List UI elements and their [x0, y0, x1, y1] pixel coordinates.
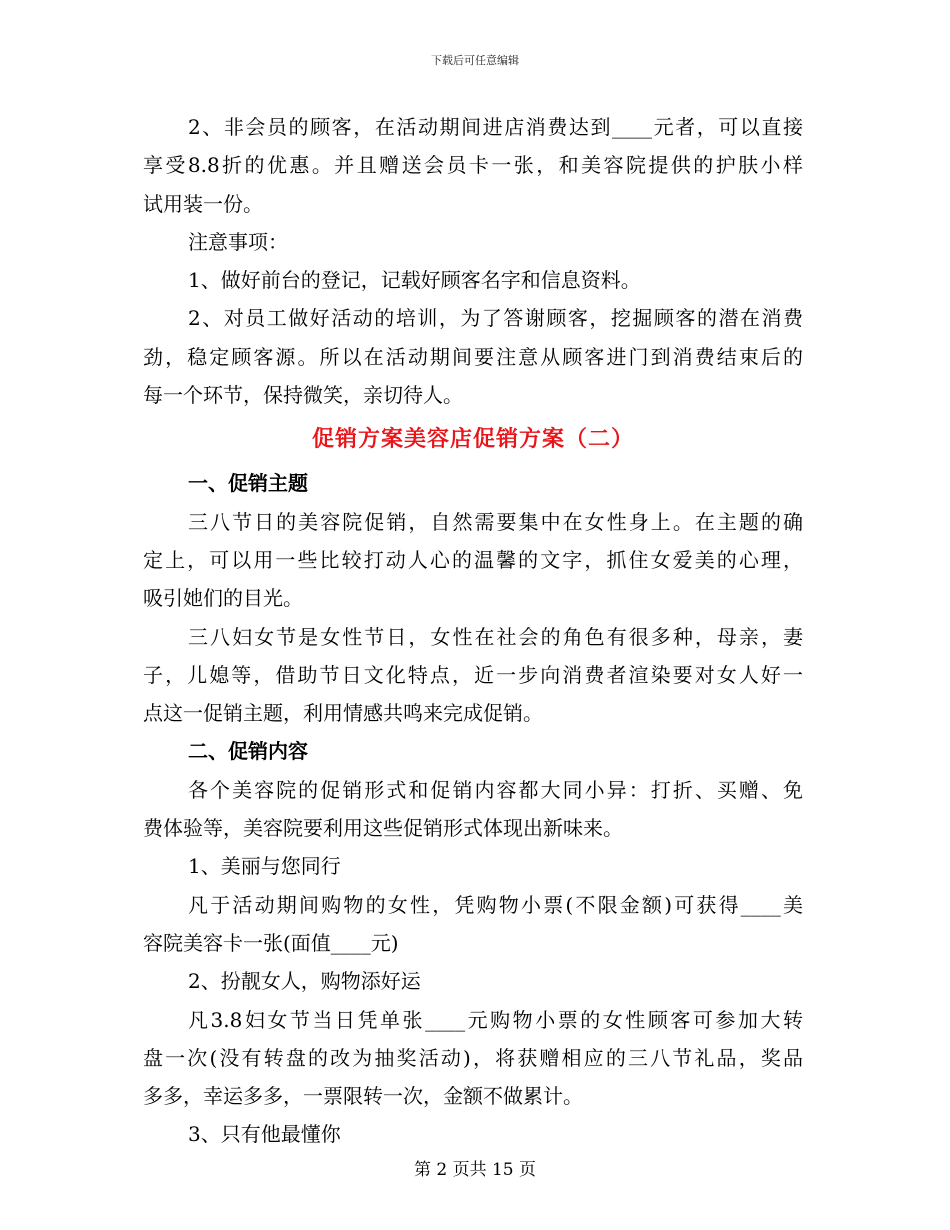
section-title: 促销方案美容店促销方案（二）: [311, 426, 634, 453]
paragraph-line: 点这一促销主题，利用情感共鸣来完成促销。: [143, 701, 543, 726]
paragraph-line: 试用装一份。: [143, 191, 263, 216]
paragraph-line: 多多，幸运多多，一票限转一次，金额不做累计。: [143, 1084, 583, 1109]
paragraph-line: 容院美容卡一张(面值____元): [143, 930, 399, 955]
paragraph-line: 2、对员工做好活动的培训，为了答谢顾客，挖掘顾客的潜在消费: [188, 306, 803, 331]
paragraph-line: 吸引她们的目光。: [143, 586, 303, 611]
page-footer: 第 2 页共 15 页: [413, 1160, 537, 1180]
note-item: 1、做好前台的登记，记载好顾客名字和信息资料。: [188, 268, 641, 293]
paragraph-line: 子，儿媳等，借助节日文化特点，近一步向消费者渲染要对女人好一: [143, 662, 803, 687]
sub-heading: 2、扮靓女人，购物添好运: [188, 969, 421, 994]
paragraph-line: 费体验等，美容院要利用这些促销形式体现出新味来。: [143, 816, 623, 841]
paragraph-line: 享受8.8折的优惠。并且赠送会员卡一张，和美容院提供的护肤小样: [143, 153, 803, 178]
theme-heading: 一、促销主题: [188, 471, 308, 496]
content-heading: 二、促销内容: [188, 739, 308, 764]
paragraph-line: 凡3.8妇女节当日凭单张____元购物小票的女性顾客可参加大转: [188, 1007, 803, 1032]
document-body: [143, 108, 803, 1154]
paragraph-line: 三八妇女节是女性节日，女性在社会的角色有很多种，母亲，妻: [188, 624, 803, 649]
paragraph-line: 凡于活动期间购物的女性，凭购物小票(不限金额)可获得____美: [188, 892, 803, 917]
paragraph-line: 每一个环节，保持微笑，亲切待人。: [143, 383, 463, 408]
paragraph-line: 2、非会员的顾客，在活动期间进店消费达到____元者，可以直接: [188, 115, 803, 139]
sub-heading: 1、美丽与您同行: [188, 854, 341, 879]
paragraph-line: 各个美容院的促销形式和促销内容都大同小异：打折、买赠、免: [188, 777, 803, 802]
page-header-note: 下载后可任意编辑: [431, 54, 519, 67]
sub-heading: 3、只有他最懂你: [188, 1122, 341, 1147]
paragraph-line: 盘一次(没有转盘的改为抽奖活动)，将获赠相应的三八节礼品，奖品: [143, 1045, 803, 1070]
paragraph-line: 劲，稳定顾客源。所以在活动期间要注意从顾客进门到消费结束后的: [143, 344, 803, 369]
paragraph-line: 三八节日的美容院促销，自然需要集中在女性身上。在主题的确: [188, 509, 803, 534]
notes-heading: 注意事项：: [188, 229, 288, 254]
paragraph-line: 定上，可以用一些比较打动人心的温馨的文字，抓住女爱美的心理，: [143, 547, 803, 572]
